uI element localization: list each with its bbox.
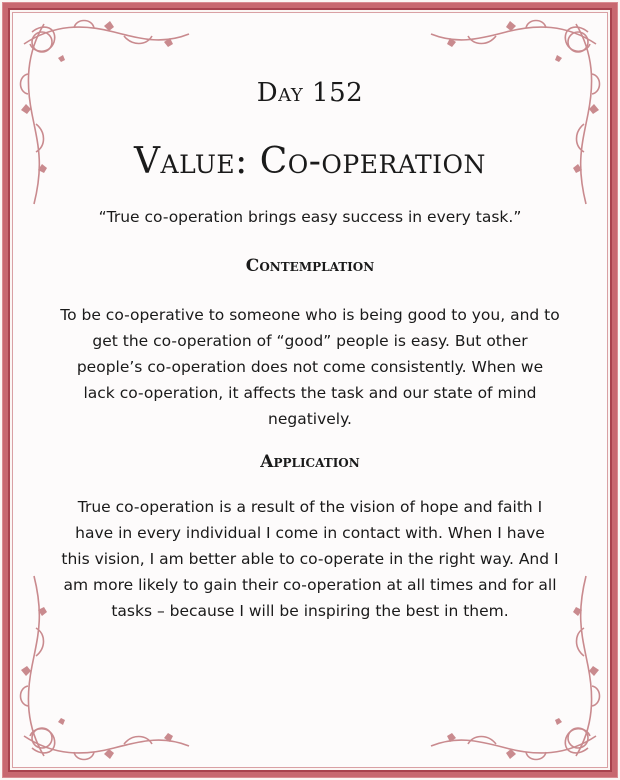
page-title: Value: Co-operation [134, 141, 486, 182]
section-body-application: True co-operation is a result of the vision of hope and faith I have in every individual I come in contact with. When I have this vision, I am better able to co-operate in the right way. And I am more likely to gain their co-operation at all times and for all tasks – because I will be inspiring the best in them. [61, 498, 559, 620]
content [50, 70, 570, 624]
section-heading-contemplation: Contemplation [245, 256, 375, 276]
section-body-contemplation: To be co-operative to someone who is being good to you, and to get the co-operation of “good” people is easy. But other people’s co-operation does not come consistently. When we lack co-operation, it affects the task and our state of mind negatively. [60, 306, 560, 428]
day-number: Day 152 [256, 78, 364, 108]
section-heading-application: Application [260, 452, 360, 472]
quote: “True co-operation brings easy success in every task.” [98, 208, 522, 226]
